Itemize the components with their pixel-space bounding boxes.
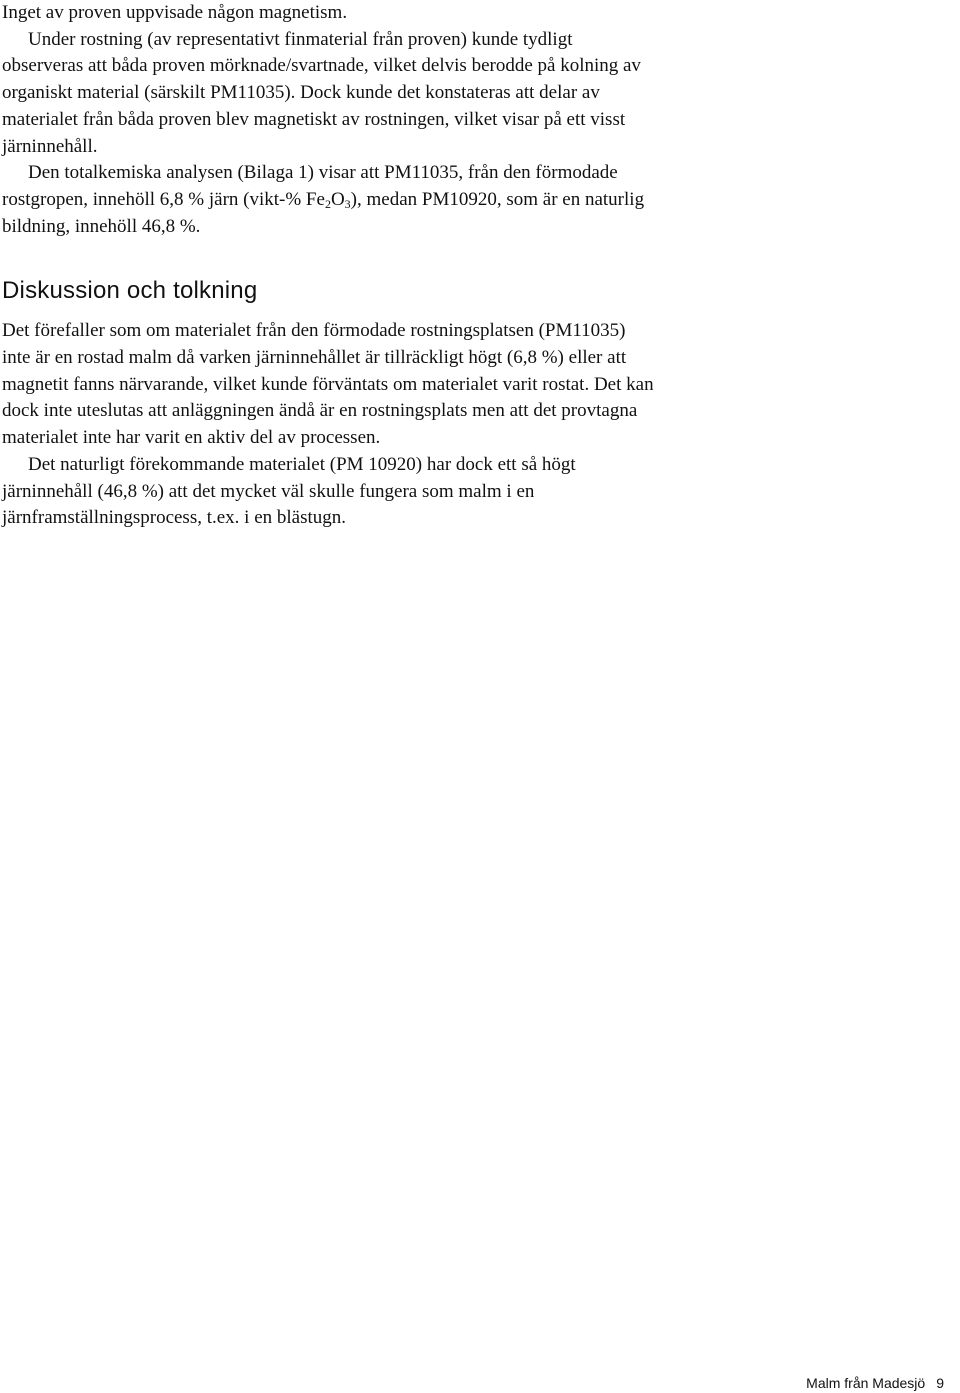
document-page (2, 0, 654, 532)
discussion-paragraph-1: Det förefaller som om materialet från den förmodade rostningsplatsen (PM11035) inte är en rostad malm då varken järninnehållet är tillräckligt högt (6,8 %) eller att magnetit fanns närvarande, vilket kunde förväntats om materialet varit rostat. Det kan dock inte uteslutas att anläggningen ändå är en rostningsplats men att det provtagna materialet inte har varit en aktiv del av processen. (2, 320, 654, 449)
results-paragraph-2: Under rostning (av representativt finmaterial från proven) kunde tydligt observeras att båda proven mörknade/svartnade, vilket delvis berodde på kolning av organiskt material (särskilt PM11035). Dock kunde det konstateras att delar av materialet från båda proven blev magnetiskt av rostningen, vilket visar på ett visst järninnehåll. (2, 28, 641, 157)
page-footer (806, 1374, 944, 1392)
page-number: 9 (936, 1375, 944, 1391)
footer-title: Malm från Madesjö (806, 1375, 926, 1391)
formula-subscript-2: 2 (324, 196, 331, 211)
results-paragraph-1: Inget av proven uppvisade någon magnetism. (2, 2, 348, 23)
results-paragraph-3-text-end: ), medan PM10920, som är en naturlig bildning, innehöll 46,8 %. (2, 188, 645, 237)
results-paragraph-3-text-start: Den totalkemiska analysen (Bilaga 1) visar att PM11035, från den förmodade rostgropen, innehöll 6,8 % järn (vikt-% Fe (2, 162, 618, 210)
discussion-heading: Diskussion och tolkning (2, 277, 258, 305)
formula-oxygen: O (330, 188, 345, 210)
formula-subscript-3: 3 (344, 196, 351, 211)
discussion-paragraph-2: Det naturligt förekommande materialet (PM 10920) har dock ett så högt järninnehåll (46,8 %) att det mycket väl skulle fungera som malm i en järnframställningsprocess, t.ex. i en blästugn. (2, 453, 576, 529)
results-paragraph-3 (2, 160, 654, 240)
